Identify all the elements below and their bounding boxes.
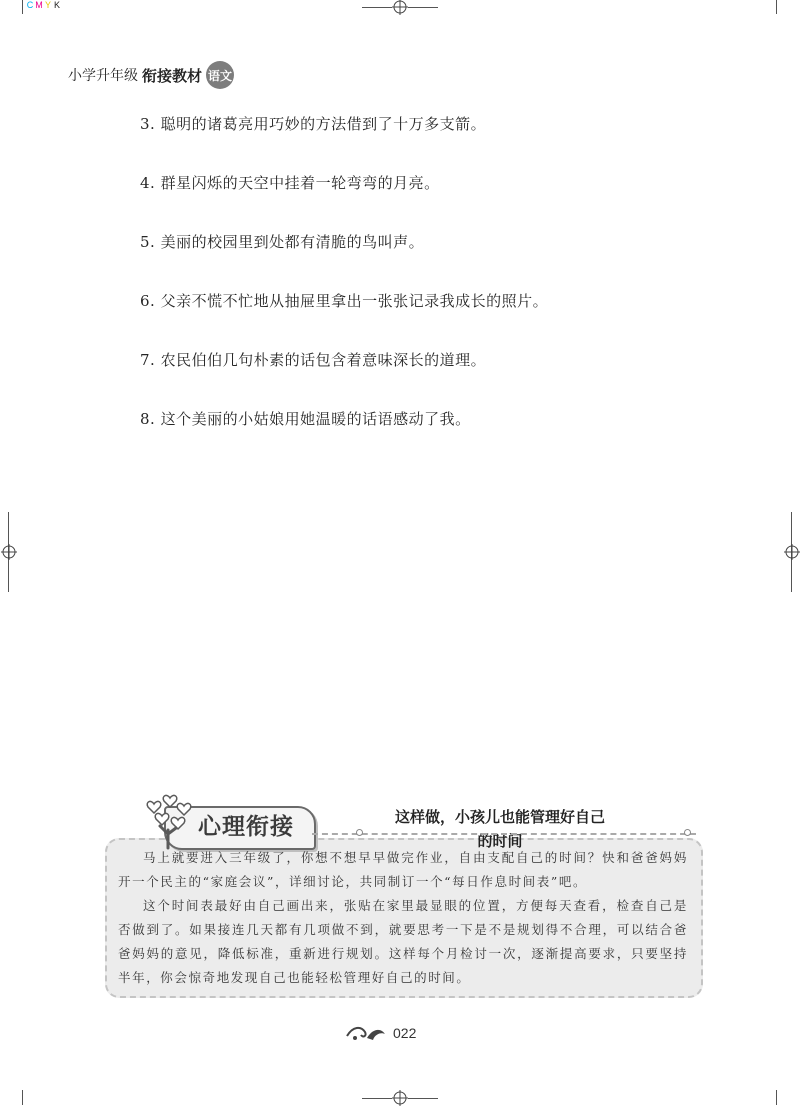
sentence-item: 7. 农民伯伯几句朴素的话包含着意味深长的道理。: [140, 351, 487, 369]
running-header: [68, 62, 234, 88]
divider-dot: [684, 829, 691, 836]
tip-paragraph: 马上就要进入三年级了，你想不想早早做完作业，自由支配自己的时间？快和爸爸妈妈开一个民主的“家庭会议”，详细讨论，共同制订一个“每日作息时间表”吧。: [118, 850, 688, 889]
registration-mark-icon: [784, 544, 800, 560]
sentence-item: 4. 群星闪烁的天空中挂着一轮弯弯的月亮。: [140, 174, 440, 192]
heart-tree-icon: [140, 790, 196, 850]
tip-paragraph: 这个时间表最好由自己画出来，张贴在家里最显眼的位置，方便每天查看，检查自己是否做到了。如果接连几天都有几项做不到，就要思考一下是不是规划得不合理，可以结合爸爸妈妈的意见，降低标准，重新进行规划。这样每个月检讨一次，逐渐提高要求，只要坚持半年，你会惊奇地发现自己也能轻松管理好自己的时间。: [118, 898, 688, 985]
sentence-item: 6. 父亲不慌不忙地从抽屉里拿出一张张记录我成长的照片。: [140, 292, 549, 310]
swirl-ornament-icon: [345, 1024, 387, 1042]
tip-body: [118, 846, 688, 990]
tip-title-line-1: 这样做，小孩儿也能管理好自己: [394, 808, 605, 826]
book-series: 小学升年级: [68, 68, 138, 84]
trim-mark: [22, 0, 23, 14]
sentence-item: 8. 这个美丽的小姑娘用她温暖的话语感动了我。: [140, 410, 471, 428]
cmyk-color-bar: [26, 0, 62, 10]
registration-mark-icon: [392, 0, 408, 15]
trim-mark: [362, 1098, 392, 1099]
subject-badge: 语文: [206, 61, 234, 89]
tip-divider: [312, 833, 696, 835]
divider-dot: [356, 829, 363, 836]
trim-mark: [362, 7, 392, 8]
page-footer: [345, 1024, 416, 1042]
trim-mark: [408, 1098, 438, 1099]
trim-mark: [408, 7, 438, 8]
sentence-item: 5. 美丽的校园里到处都有清脆的鸟叫声。: [140, 233, 425, 251]
cmyk-m: M: [35, 0, 44, 10]
book-title: 衔接教材: [142, 66, 203, 85]
registration-mark-icon: [392, 1090, 408, 1106]
trim-mark: [22, 1090, 23, 1105]
registration-mark-icon: [1, 544, 17, 560]
cmyk-k: K: [53, 0, 61, 10]
cmyk-y: Y: [44, 0, 52, 10]
tip-title-line-2: 的时间: [477, 832, 523, 850]
sentence-item: 3. 聪明的诸葛亮用巧妙的方法借到了十万多支箭。: [140, 115, 487, 133]
tip-logo-text: 心理衔接: [198, 814, 294, 840]
cmyk-c: C: [26, 0, 35, 10]
trim-mark: [776, 0, 777, 14]
trim-mark: [776, 1090, 777, 1105]
page-number: 022: [393, 1025, 417, 1041]
